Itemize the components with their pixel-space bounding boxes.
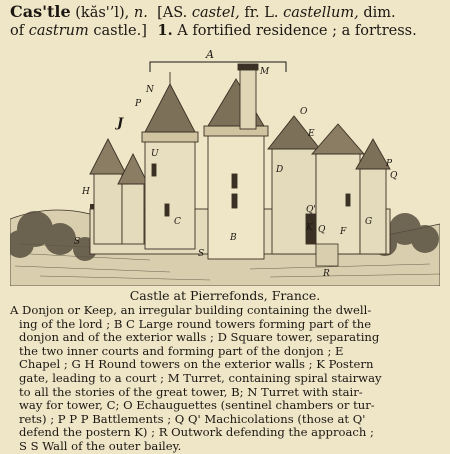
legend-line: S S Wall of the outer bailey. xyxy=(19,438,182,453)
etym-open: [AS. xyxy=(157,5,188,21)
label-r: R xyxy=(323,269,330,279)
etym-castrum: castrum xyxy=(28,23,89,39)
label-h: H xyxy=(82,187,90,197)
label-f: F xyxy=(340,227,347,237)
legend-line: donjon and of the exterior walls ; D Square tower, separating xyxy=(19,330,380,345)
label-e: E xyxy=(308,129,315,139)
legend-line: way for tower, C; O Echauguettes (sentinel chambers or tur- xyxy=(19,398,375,413)
label-u: U xyxy=(151,149,159,159)
entry-line-2 xyxy=(10,22,440,40)
pronunciation: (kăs'’l), xyxy=(75,5,130,21)
label-k: K xyxy=(306,223,313,233)
label-n: N xyxy=(146,85,154,95)
label-q-prime: Q' xyxy=(306,205,316,215)
legend-line: rets) ; P P P Battlements ; Q Q' Machicolations (those at Q' xyxy=(19,411,366,426)
label-s-1: S xyxy=(74,237,81,247)
legend-line: Chapel ; G H Round towers on the exterior walls ; K Postern xyxy=(19,357,374,372)
legend-line: the two inner courts and forming part of the donjon ; E xyxy=(19,343,344,358)
label-q: Q xyxy=(318,225,326,235)
label-d: D xyxy=(276,165,284,175)
label-q-2: Q xyxy=(390,171,398,181)
label-c: C xyxy=(174,217,181,227)
label-s-2: S xyxy=(198,249,205,259)
sense-number: 1. xyxy=(157,22,173,39)
legend-line: defend the postern K) ; R Outwork defending the approach ; xyxy=(19,425,374,440)
entry-header xyxy=(10,3,440,22)
castle-engraving xyxy=(10,44,440,286)
legend-line: gate, leading to a court ; M Turret, containing spiral stairway xyxy=(19,370,382,385)
label-a: A xyxy=(206,48,214,61)
label-m: M xyxy=(260,67,270,77)
etym-castle: castle.] xyxy=(93,23,147,39)
headword: Cas'tle xyxy=(10,2,71,21)
legend-line: ing of the lord ; B C Large round towers forming part of the xyxy=(19,316,372,331)
illustration-caption: Castle at Pierrefonds, France. xyxy=(129,288,321,303)
label-b: B xyxy=(230,233,237,243)
part-of-speech: n. xyxy=(133,5,148,21)
legend-line: A Donjon or Keep, an irregular building containing the dwell- xyxy=(10,303,372,317)
etym-castel: castel, xyxy=(191,5,240,21)
label-p-2: P xyxy=(386,159,393,169)
label-j: J xyxy=(117,116,124,131)
label-o: O xyxy=(300,107,308,117)
etym-dim: dim. xyxy=(363,5,396,21)
etym-castellum: castellum, xyxy=(283,5,359,21)
legend-line: to all the stories of the great tower, B; N Turret with stair- xyxy=(19,384,363,399)
castle-illustration xyxy=(10,44,440,286)
sense-text: A fortified residence ; a fortress. xyxy=(177,23,417,39)
etym-fr: fr. L. xyxy=(244,5,279,21)
etym-of: of xyxy=(10,23,25,39)
label-p: P xyxy=(135,99,142,109)
label-g: G xyxy=(365,217,373,227)
legend-text xyxy=(10,304,440,454)
